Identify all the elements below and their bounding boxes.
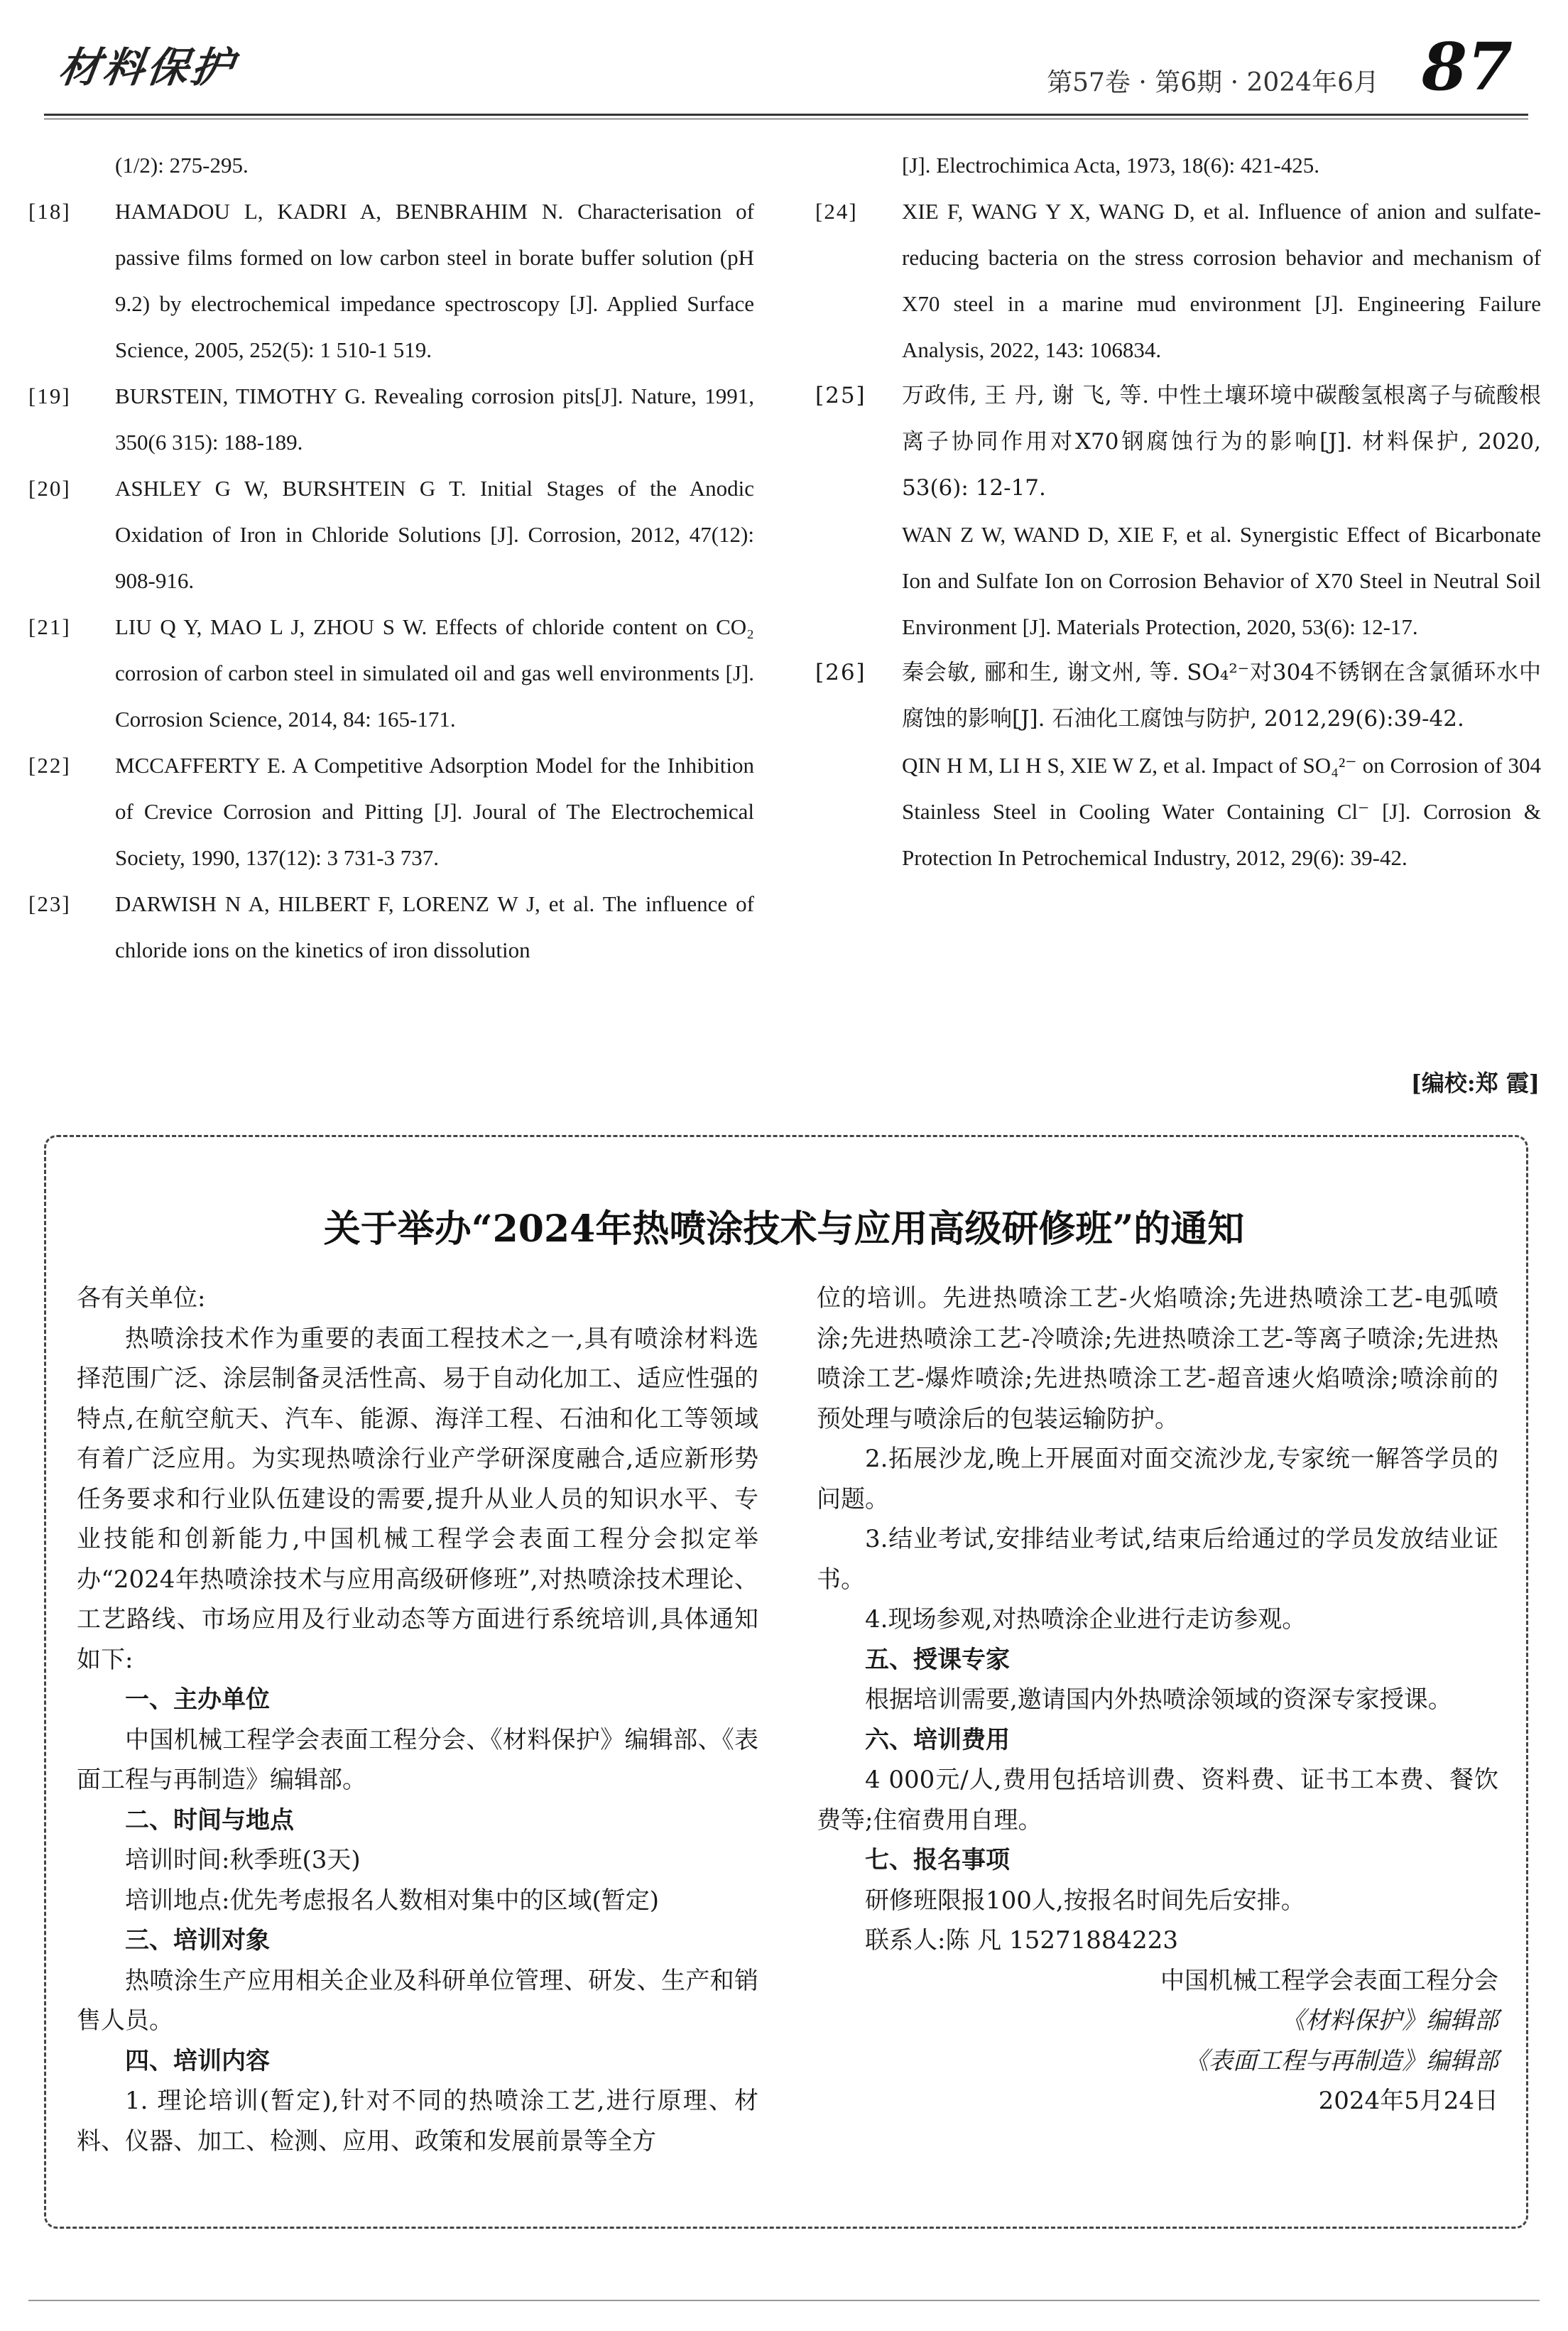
page-header [44,28,1528,110]
reference-number: [21] [28,614,71,639]
contact-person: 联系人:陈 凡 15271884223 [865,1926,1179,1955]
reference-number: [19] [28,384,71,408]
section-heading: 六、培训费用 [865,1725,1010,1754]
section-text: 位的培训。先进热喷涂工艺-火焰喷涂;先进热喷涂工艺-电弧喷涂;先进热喷涂工艺-冷喷涂;先进热喷涂工艺-等离子喷涂;先进热喷涂工艺-爆炸喷涂;先进热喷涂工艺-超音速火焰喷涂;喷涂前的预处理与喷涂后的包装运输防护。 [817,1284,1498,1433]
reference-item [28,142,754,188]
reference-number: [23] [28,891,71,916]
reference-item [28,742,754,881]
reference-text: [J]. Electrochimica Acta, 1973, 18(6): 421-425. [902,153,1319,178]
reference-text: QIN H M, LI H S, XIE W Z, et al. Impact of SO₄²⁻ on Corrosion of 304 Stainless Steel in Cooling Water Containing Cl⁻ [J]. Corrosion & Protection In Petrochemical Industry, 2012, 29(6): 39-42. [902,753,1541,870]
reference-text: HAMADOU L, KADRI A, BENBRAHIM N. Characterisation of passive films formed on low carbon steel in borate buffer solution (pH 9.2) by electrochemical impedance spectroscopy [J]. Applied Surface Science, 2005, 252(5): 1 510-1 519. [115,199,754,362]
section-text: 研修班限报100人,按报名时间先后安排。 [865,1886,1305,1915]
reference-item [28,465,754,604]
bottom-rule [28,2300,1540,2301]
reference-item [815,142,1541,188]
notice-left-column [77,1278,758,2161]
training-place: 培训地点:优先考虑报名人数相对集中的区域(暂定) [125,1886,659,1915]
signature-editorial-1: 《材料保护》编辑部 [1281,2006,1498,2035]
reference-number: [20] [28,476,71,501]
page-number: 87 [1421,28,1513,105]
reference-text: BURSTEIN, TIMOTHY G. Revealing corrosion pits[J]. Nature, 1991, 350(6 315): 188-189. [115,384,754,455]
journal-logo: 材料保护 [55,43,239,92]
references-left-column [28,142,754,973]
reference-item-translation [815,511,1541,650]
section-heading: 四、培训内容 [125,2046,270,2075]
section-text: 2.拓展沙龙,晚上开展面对面交流沙龙,专家统一解答学员的问题。 [817,1445,1498,1514]
training-time: 培训时间:秋季班(3天) [125,1846,361,1874]
reference-text: LIU Q Y, MAO L J, ZHOU S W. Effects of chloride content on CO₂ corrosion of carbon steel in simulated oil and gas well environments [J]. Corrosion Science, 2014, 84: 165-171. [115,614,754,732]
notice-title: 关于举办“2024年热喷涂技术与应用高级研修班”的通知 [323,1207,1245,1251]
reference-text: ASHLEY G W, BURSHTEIN G T. Initial Stages of the Anodic Oxidation of Iron in Chloride Solutions [J]. Corrosion, 2012, 47(12): 908-916. [115,476,754,593]
section-text: 3.结业考试,安排结业考试,结束后给通过的学员发放结业证书。 [817,1525,1498,1594]
signature-editorial-2: 《表面工程与再制造》编辑部 [1185,2046,1498,2075]
reference-text: MCCAFFERTY E. A Competitive Adsorption Model for the Inhibition of Crevice Corrosion and Pitting [J]. Joural of The Electrochemical Society, 1990, 137(12): 3 731-3 737. [115,753,754,870]
section-text: 4.现场参观,对热喷涂企业进行走访参观。 [865,1605,1307,1634]
reference-number: [25] [815,383,866,408]
section-text: 根据培训需要,邀请国内外热喷涂领域的资深专家授课。 [865,1685,1452,1714]
section-text: 中国机械工程学会表面工程分会、《材料保护》编辑部、《表面工程与再制造》编辑部。 [77,1725,758,1794]
reference-item [815,650,1541,742]
reference-item [815,188,1541,373]
editor-credit: [编校:郑 霞] [1410,1070,1540,1097]
references-right-column [815,142,1541,881]
notice-date: 2024年5月24日 [1318,2087,1498,2115]
reference-item [28,604,754,742]
reference-text: WAN Z W, WAND D, XIE F, et al. Synergistic Effect of Bicarbonate Ion and Sulfate Ion on Corrosion Behavior of X70 Steel in Neutral Soil Environment [J]. Materials Protection, 2020, 53(6): 12-17. [902,522,1541,639]
issue-info: 第57卷 · 第6期 · 2024年6月 [1047,68,1379,97]
reference-number: [26] [815,660,866,685]
section-text: 4 000元/人,费用包括培训费、资料费、证书工本费、餐饮费等;住宿费用自理。 [817,1766,1498,1835]
reference-text: XIE F, WANG Y X, WANG D, et al. Influence of anion and sulfate-reducing bacteria on the stress corrosion behavior and mechanism of X70 steel in a marine mud environment [J]. Engineering Failure Analysis, 2022, 143: 106834. [902,199,1541,362]
notice-greeting: 各有关单位: [77,1284,206,1313]
section-heading: 二、时间与地点 [125,1805,294,1835]
section-heading: 三、培训对象 [125,1926,270,1955]
reference-number: [24] [815,199,858,224]
reference-text: 万政伟, 王 丹, 谢 飞, 等. 中性土壤环境中碳酸氢根离子与硫酸根离子协同作用对X70钢腐蚀行为的影响[J]. 材料保护, 2020, 53(6): 12-17. [902,383,1541,501]
notice-intro: 热喷涂技术作为重要的表面工程技术之一,具有喷涂材料选择范围广泛、涂层制备灵活性高、易于自动化加工、适应性强的特点,在航空航天、汽车、能源、海洋工程、石油和化工等领域有着广泛应用。为实现热喷涂行业产学研深度融合,适应新形势任务要求和行业队伍建设的需要,提升从业人员的知识水平、专业技能和创新能力,中国机械工程学会表面工程分会拟定举办“2024年热喷涂技术与应用高级研修班”,对热喷涂技术理论、工艺路线、市场应用及行业动态等方面进行系统培训,具体通知如下: [77,1324,758,1674]
reference-item-translation [815,742,1541,881]
reference-item [28,188,754,373]
section-heading: 七、报名事项 [865,1846,1010,1874]
signature-organizer: 中国机械工程学会表面工程分会 [1160,1966,1498,1995]
reference-number: [18] [28,199,71,224]
reference-item [28,373,754,465]
notice-right-column [817,1278,1498,2121]
header-rule [44,114,1528,116]
reference-text: 秦会敏, 郦和生, 谢文州, 等. SO₄²⁻对304不锈钢在含氯循环水中腐蚀的影响[J]. 石油化工腐蚀与防护, 2012,29(6):39-42. [902,660,1541,732]
section-heading: 五、授课专家 [865,1645,1010,1674]
section-text: 热喷涂生产应用相关企业及科研单位管理、研发、生产和销售人员。 [77,1966,758,2035]
reference-text: DARWISH N A, HILBERT F, LORENZ W J, et al. The influence of chloride ions on the kinetics of iron dissolution [115,891,754,962]
reference-item [28,881,754,973]
reference-text: (1/2): 275-295. [115,153,249,178]
section-heading: 一、主办单位 [125,1685,270,1714]
reference-number: [22] [28,753,71,778]
section-text: 1. 理论培训(暂定),针对不同的热喷涂工艺,进行原理、材料、仪器、加工、检测、应用、政策和发展前景等全方 [77,2087,758,2156]
reference-item [815,373,1541,511]
